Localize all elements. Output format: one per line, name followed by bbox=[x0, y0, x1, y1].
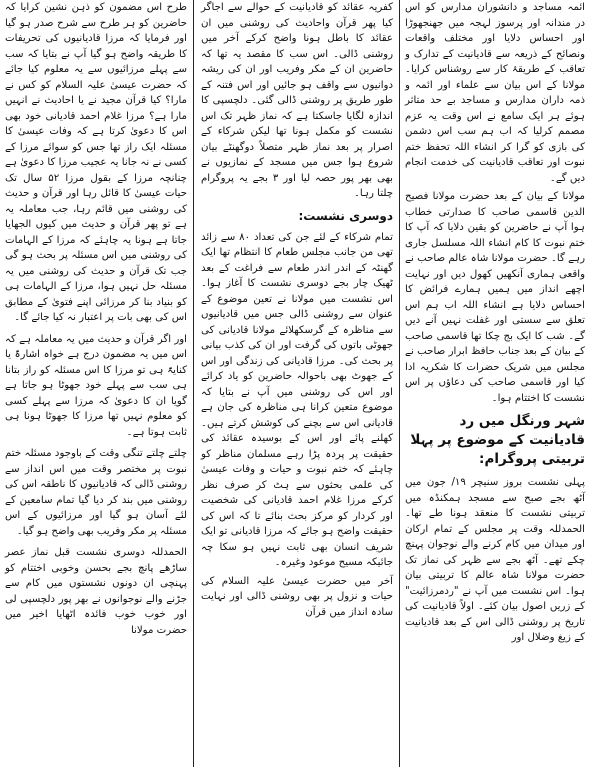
paragraph: چلتے چلتے تنگی وقت کے باوجود مسئلہ ختم نبوت پر مختصر وقت میں اس انداز سے روشنی ڈالی کہ قادیانیوں کا ناطقہ اس کی روشنی میں بند کر دیا گیا تمام سامعین کے لئے آسان ہو گیا اور مرزائیوں کے اس مسئلہ پر مکر وفریب بھی واضح ہو گیا۔ bbox=[5, 448, 187, 537]
section-heading: شہر ورنگل میں رد قادیانیت کے موضوع پر پہلا تربیتی پروگرام: bbox=[410, 413, 585, 467]
column-right bbox=[402, 0, 588, 767]
paragraph: اور اگر قرآن و حدیث میں یہ معاملہ ہے کہ اس میں یہ مضمون درج ہے خواہ اشارۃً یا کنایۃً ہی تو مرزا کا اس مسئلہ کو راز بتانا ہی سب سے پہلے خود جھوٹا ہو جاتا ہے گویا ان کا دعویٰ کہ مرزا سے پہلے کسی کو معلوم نہیں تھا مرزا کا جھوٹا ہونا ہی ثابت ہوتا ہے۔ bbox=[5, 333, 187, 438]
column-divider bbox=[193, 0, 194, 767]
paragraph: آخر میں حضرت عیسیٰ علیہ السلام کی حیات و نزول پر بھی روشنی ڈالی اور نہایت سادہ انداز میں قرآن bbox=[201, 575, 393, 618]
paragraph: کفریہ عقائد کو قادیانیت کے حوالے سے اجاگر کیا پھر قرآن واحادیث کی روشنی میں ان عقائد کا باطل ہونا واضح کرکے آخر میں روشنی ڈالی۔ اس سب کا مقصد یہ تھا کہ حاضرین ان کے مکر وفریب اور ان کی ریشہ دوانیوں سے واقف ہو جائیں اور اس فتنہ کے طور طریق پر روشنی ڈالی گئی۔ دلچسپی کا اندازہ لگایا جاسکتا ہے کہ نماز ظہر تک اس نشست کو مکمل ہونا تھا لیکن شرکاء کے اصرار پر بعد نماز ظہر متصلاً دوگھنٹے بیان شروع ہوا جس میں مسجد کے نمازیوں نے بھی بھر پور حصہ لیا اور ۳ بجے یہ پروگرام چلتا رہا۔ bbox=[201, 2, 393, 199]
paragraph: ائمہ مساجد و دانشوران مدارس کو اس در مندانہ اور پرسوز لہجہ میں جھنجھوڑا اور احساس دلایا اور مختلف واقعات ونصائح کے ذریعہ سے قادیانیت کے تدارک و تعاقب کے طریقۂ کار سے روشناس کرایا۔ مولانا کے اس بیان سے علماء اور ائمہ و ذمہ داران مدارس و مساجد بے حد متاثر ہوئے ہر ایک سامع نے اس وقت یہ عزم مصمم کرلیا کہ اب ہم سب اس دشمن کی بازی کو گرا کر انشاء اللہ تحفظ ختم نبوت اور تعاقب قادیانیت کی خدمت انجام دیں گے۔ bbox=[405, 2, 585, 184]
column-left bbox=[2, 0, 190, 767]
column-divider bbox=[399, 0, 400, 767]
paragraph: الحمدللہ دوسری نشست قبل نماز عصر ساڑھے پانچ بجے بحسن وخوبی اختتام کو پہنچی ان دونوں نشستوں میں کام سے جڑنے والے نوجوانوں نے بھر پور دلچسپی لی اور خوب خوب فائدہ اٹھایا اخیر میں حضرت مولانا bbox=[5, 547, 187, 636]
paragraph: پہلی نشست بروز سنیچر ۱۹/ جون میں آٹھ بجے صبح سے مسجد ہمکنڈہ میں تربیتی نشست کا منعقد ہونا طے تھا۔ الحمدللہ وقت پر مجلس کے تمام ارکان اور میدان میں کام کرنے والے نوجوان پہنچ چکے تھے۔ آٹھ بجے سے ظہر کی نماز تک حضرت مولانا شاہ عالم کا تربیتی بیان ہوا۔ اس نشست میں آپ نے "ردمرزائیت" کے زریں اصول بیان کئے۔ اولاً قادیانیت کی تاریخ پر روشنی ڈالی اس کے بعد قادیانیت کے زیغ وضلال اور bbox=[405, 477, 585, 643]
column-middle bbox=[197, 0, 397, 767]
section-heading: دوسری نشست: bbox=[298, 208, 393, 223]
paragraph: تمام شرکاء کے لئے جن کی تعداد ۸۰ سے زائد تھی من جانب مجلس طعام کا انتظام تھا ایک گھنٹہ کے اندر اندر طعام سے فراغت کے بعد ٹھیک چار بجے دوسری نشست کا آغاز ہوا۔ اس نشست میں مولانا نے تعین موضوع کے عنوان سے روشنی ڈالی جس میں قادیانیوں سے مناظرہ کے گرسکھلائے مولانا قادیانی کی جھوٹی باتوں کی گرفت اور ان کی کذب بیانی پر بحث کی۔ مرزا قادیانی کی زندگی اور اس کے جھوٹ بھی باحوالہ حاضرین کو یاد کرائے اور اس کی روشنی میں آپ نے بتایا کہ موضوع متعین کرانا ہی مناظرہ کی جان ہے قادیانی اس سے بچنے کی کوشش کرتے ہیں۔ کھلنے پائے اور اس کے بوسیدہ عقائد کی حقیقت پر پردہ پڑا رہے مسلمان مناظر کو چاہئے کہ ختم نبوت و حیات و وفات عیسیٰ کی علمی بحثوں سے ہٹ کر صرف نظر کرکے مرزا غلام احمد قادیانی کی شخصیت اور کردار کو مرکز بحث بنائے تا کہ اس کی حقیقت واضح ہو جائے کہ مرزا قادیانی تو ایک شریف انسان بھی ثابت نہیں ہو سکا چہ جائیکہ مسیح موعود وغیرہ۔ bbox=[201, 231, 394, 568]
paragraph: مولانا کے بیان کے بعد حضرت مولانا فصیح الدین قاسمی صاحب کا صدارتی خطاب ہوا آپ نے حاضرین کو یقین دلایا کہ آپ کا ختم نبوت کا کام انشاء اللہ مسلسل جاری رہے گا۔ حضرت مولانا شاہ عالم صاحب نے واقعی ہماری آنکھیں کھول دیں اور نہایت اچھے انداز میں ہمیں ہمارے فرائض کا احساس دلایا ہے انشاء اللہ اب ہم اس تعلق سے سستی اور غفلت نہیں آنے دیں گے۔ شب کا ایک بج چکا تھا قاسمی صاحب کے بیان کے بعد جناب حافظ ابرار صاحب نے مجلس میں شریک حضرات کا شکریہ ادا کیا اور قاسمی صاحب کی دعاؤں پر اس نشست کا اختتام ہوا۔ bbox=[405, 191, 585, 404]
paragraph: طرح اس مضمون کو ذہن نشین کرایا کہ حاضرین کو ہر طرح سے شرح صدر ہو گیا اور فرمایا کہ مرزا قادیانیوں کی تحریفات کا طریقہ واضح ہو گیا آپ نے بتایا کہ سب سے پہلے مرزائیوں سے یہ معلوم کیا جائے کہ حضرت عیسیٰ علیہ السلام کو کس نے مارا؟ کیا قرآن مجید نے یا احادیث نے انہیں مارا ہے؟ مرزا غلام احمد قادیانی خود بھی اس کا دعویٰ کرتا ہے کہ وفات عیسیٰ کا مسئلہ ایک راز تھا جس کو سوائے مرزا کے کسی نے نہ جانا یہ عجیب مرزا کا دعویٰ ہے چنانچہ مرزا کے بقول مرزا ۵۲ سال تک حیات عیسیٰ کا قائل رہا اور قرآن و حدیث کی روشنی میں قائم رہا، جب معاملہ یہ ہے تو پھر قرآن و حدیث میں کیوں الجھایا جاتا ہے ہونا یہ چاہئے کہ مرزا کے الہامات کی روشنی میں اس مسئلہ پر بحث ہو گی جب تک قرآن و حدیث کی روشنی میں یہ مسئلہ حل نہیں ہوا، مرزا کے الہامات ہی کو بنیاد بنا کر مرزائی اپنے فتویٰ کے مطابق اس کی بھی بات پر اعتبار نہ کیا جائے گا۔ bbox=[5, 2, 187, 323]
